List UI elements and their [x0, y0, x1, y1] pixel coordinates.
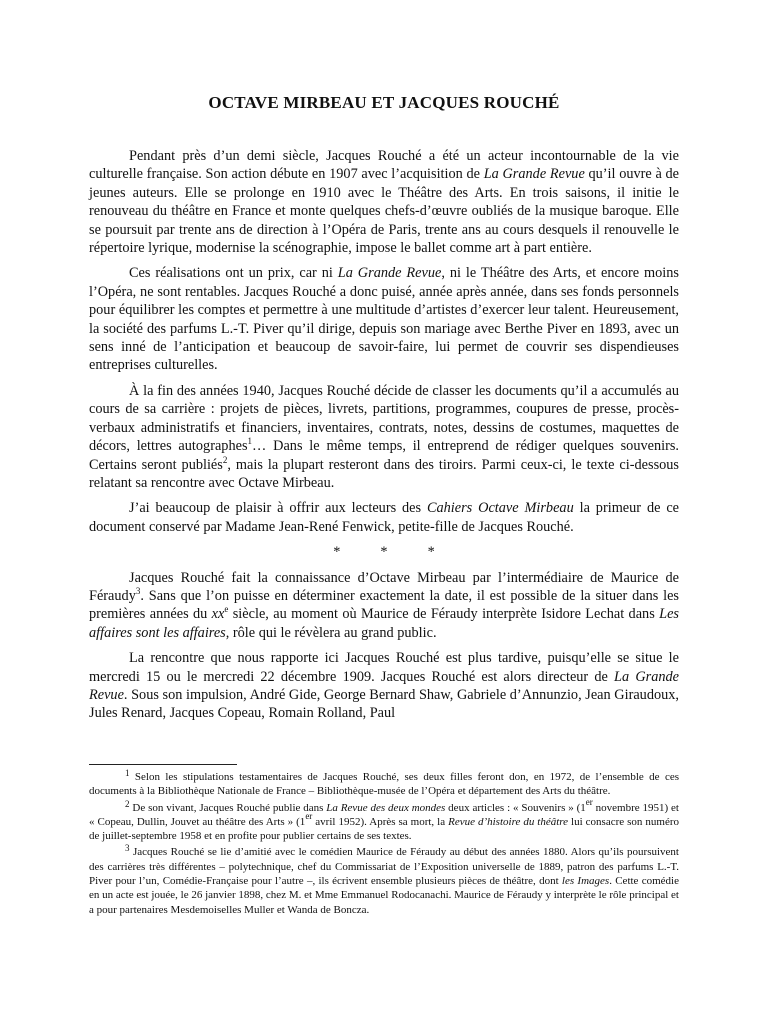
- text-run: siècle, au moment où Maurice de Féraudy interprète Isidore Lechat dans: [228, 606, 660, 623]
- article-body: [89, 147, 679, 730]
- text-run: . Sans que l’on puisse en déterminer exactement la date, il est possible de la situer dans les premières années du: [89, 587, 679, 623]
- footnotes: [89, 770, 679, 919]
- text-run: , rôle qui le révèlera au grand public.: [225, 624, 437, 641]
- text-run: Pendant près d’un demi siècle, Jacques Rouché a été un acteur incontournable de la vie culturelle française. Son action débute en 1907 avec l’acquisition de: [89, 148, 679, 183]
- text-run: la primeur de ce document conservé par Madame Jean-René Fenwick, petite-fille de Jacques Rouché.: [89, 500, 680, 535]
- footnote-text: . Cette comédie en un acte est jouée, le 26 janvier 1898, chez M. et Mme Emmanuel Rodocanachi. Maurice de Féraudy y interprète le rôle principal et a pour partenaires Mesdemoiselles Muller et Wanda de Boncza.: [89, 875, 679, 916]
- text-run: … Dans le même temps, il entreprend de rédiger quelques souvenirs. Certains seront publiés: [89, 438, 679, 473]
- separator-star: *: [427, 544, 435, 561]
- italic-title: La Grande Revue: [337, 265, 442, 282]
- italic-title: La Grande Revue: [483, 166, 585, 183]
- italic-title: La Grande Revue: [89, 668, 679, 703]
- footnote-text: lui consacre son numéro de juillet-septembre 1958 et en profite pour publier certains de ses textes.: [89, 815, 679, 843]
- text-run: , ni le Théâtre des Arts, et encore moins l’Opéra, ne sont rentables. Jacques Rouché a donc puisé, année après année, dans ses fonds personnels pour équilibrer les comptes et permettre à une multitude d’artistes d’exercer leur talent. Heureusement, la société des parfums L.-T. Piver qu’il dirige, depuis son mariage avec Berthe Piver en 1893, avec un sens inné de l’anticipation et beaucoup de savoir-faire, lui permet de couvrir ses dispendieuses entreprises culturelles.: [89, 265, 679, 374]
- footnote-ref-1[interactable]: 1: [247, 436, 253, 447]
- footnote-number: 3: [125, 843, 130, 854]
- century-suffix: e: [224, 604, 229, 615]
- footnote-text: Selon les stipulations testamentaires de Jacques Rouché, ses deux filles feront don, en 1972, de l’ensemble de ces documents à la Bibliothèque Nationale de France – Bibliothèque-musée de l’Opéra et département des Arts du théâtre.: [89, 771, 679, 798]
- italic-title: Les affaires sont les affaires: [89, 606, 679, 641]
- page-title: OCTAVE MIRBEAU ET JACQUES ROUCHÉ: [208, 93, 560, 112]
- footnote-text: Jacques Rouché se lie d’amitié avec le comédien Maurice de Féraudy au début des années 1880. Alors qu’ils poursuivent des carrières très différentes – polytechnique, chef du Commissariat de l’Exposition universelle de 1889, patron des parfums L.-T. Piver pour l’un, Comédie-Française pour l’autre –, ils écrivent ensemble plusieurs pièces de théâtre, dont: [89, 846, 679, 888]
- text-run: Jacques Rouché fait la connaissance d’Octave Mirbeau par l’intermédiaire de Maurice de Féraudy: [89, 569, 679, 604]
- paragraph-6: [89, 649, 679, 723]
- text-run: La rencontre que nous rapporte ici Jacques Rouché est plus tardive, puisqu’elle se situe le mercredi 15 ou le mercredi 22 décembre 1909. Jacques Rouché est alors directeur de: [89, 650, 679, 685]
- paragraph-4: [89, 499, 679, 536]
- italic-title: Revue d’histoire du théâtre: [448, 815, 569, 828]
- text-run: , mais la plupart resteront dans des tiroirs. Parmi ceux-ci, le texte ci-dessous relatant sa rencontre avec Octave Mirbeau.: [89, 456, 679, 491]
- footnote-3: [89, 845, 679, 916]
- paragraph-5: [89, 569, 679, 643]
- ordinal-suffix: er: [585, 796, 593, 807]
- italic-title: les Images: [561, 875, 610, 888]
- text-run: À la fin des années 1940, Jacques Rouché décide de classer les documents qu’il a accumulés au cours de sa carrière : projets de pièces, livrets, partitions, programmes, coupures de presse, procès-verbaux administratifs et financiers, inventaires, contrats, notes, dessins de costumes, maquettes de décors, lettres autographes: [89, 382, 679, 455]
- text-run: J’ai beaucoup de plaisir à offrir aux lecteurs des: [129, 500, 427, 517]
- text-run: qu’il ouvre à de jeunes auteurs. Elle se prolonge en 1910 avec le Théâtre des Arts. En trois saisons, il initie le renouveau du théâtre en France et monte quelques chefs-d’œuvre oubliés de la musique baroque. Elle se poursuit par trente ans de direction à l’Opéra de Paris, trente ans au cours desquels il renouvelle le répertoire lyrique, modernise la scénographie, impose le ballet comme art à part entière.: [89, 166, 679, 257]
- footnote-divider: [89, 764, 237, 765]
- footnote-text: De son vivant, Jacques Rouché publie dans: [129, 801, 327, 814]
- footnote-number: 1: [125, 768, 130, 778]
- italic-title: La Revue des deux mondes: [326, 801, 446, 814]
- separator-star: *: [380, 544, 388, 561]
- italic-title: Cahiers Octave Mirbeau: [426, 500, 574, 517]
- ordinal-suffix: er: [305, 810, 313, 821]
- century-numeral: xx: [211, 606, 225, 623]
- text-run: Ces réalisations ont un prix, car ni: [129, 265, 338, 282]
- paragraph-3: [89, 382, 679, 492]
- paragraph-2: [89, 264, 679, 374]
- footnote-ref-3[interactable]: 3: [135, 585, 141, 596]
- footnote-ref-2[interactable]: 2: [222, 454, 228, 465]
- footnote-text: deux articles : « Souvenirs » (1: [445, 801, 586, 814]
- section-separator: [89, 543, 679, 561]
- text-run: . Sous son impulsion, André Gide, George Bernard Shaw, Gabriele d’Annunzio, Jean Giraudoux, Jules Renard, Jacques Copeau, Romain Rolland, Paul: [89, 686, 679, 722]
- footnote-text: novembre 1951) et « Copeau, Dullin, Jouvet au théâtre des Arts » (1: [89, 801, 679, 828]
- footnote-text: avril 1952). Après sa mort, la: [312, 815, 449, 828]
- footnote-1: [89, 770, 679, 799]
- paragraph-1: [89, 147, 679, 257]
- separator-star: *: [333, 544, 341, 561]
- footnote-2: [89, 796, 679, 844]
- footnote-number: 2: [125, 798, 130, 809]
